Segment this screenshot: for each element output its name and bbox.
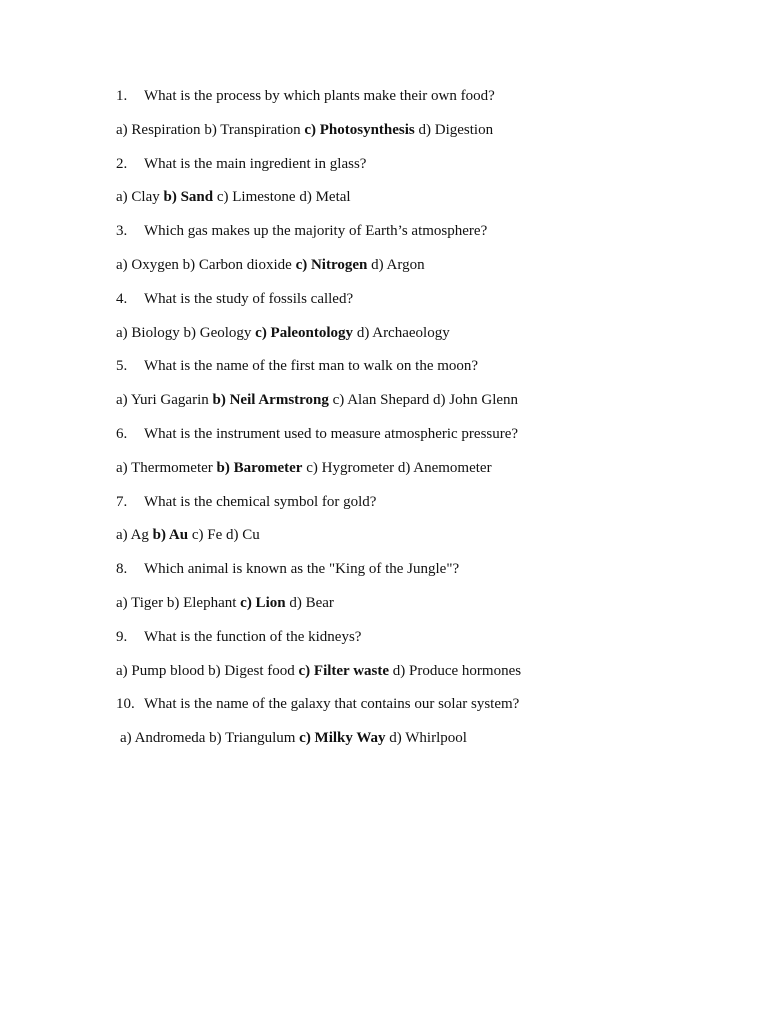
correct-answer-option: b) Neil Armstrong [212, 392, 329, 409]
correct-answer-option: c) Filter waste [298, 662, 390, 679]
answer-option: b) Carbon dioxide [182, 256, 292, 273]
question-text: What is the study of fossils called? [144, 290, 354, 307]
question-text: What is the chemical symbol for gold? [144, 493, 377, 510]
question-number: 5. [116, 358, 128, 375]
question-line [116, 221, 676, 255]
question-line [116, 627, 676, 661]
answer-option: d) Argon [371, 256, 425, 273]
answer-option: d) Archaeology [356, 324, 450, 341]
answer-options-line [116, 593, 676, 627]
answer-option: a) Tiger [116, 594, 164, 611]
question-text: Which animal is known as the "King of the Jungle"? [144, 561, 460, 578]
answer-option: a) Pump blood [116, 662, 205, 679]
correct-answer-option: c) Milky Way [299, 730, 386, 747]
answer-options-line [116, 255, 676, 289]
question-line [116, 86, 676, 120]
question-number: 4. [116, 290, 128, 307]
question-text: What is the name of the galaxy that contains our solar system? [144, 696, 520, 713]
answer-option: b) Elephant [166, 594, 237, 611]
question-number: 3. [116, 223, 128, 240]
question-number: 8. [116, 561, 128, 578]
answer-options-line [116, 390, 676, 424]
answer-options-line [116, 458, 676, 492]
answer-option: b) Transpiration [204, 121, 301, 138]
answer-option: a) Oxygen [116, 256, 179, 273]
question-number: 10. [116, 696, 135, 713]
answer-option: d) Bear [289, 594, 334, 611]
question-text: What is the main ingredient in glass? [144, 155, 367, 172]
correct-answer-option: b) Sand [163, 189, 214, 206]
answer-option: a) Biology [116, 324, 180, 341]
question-text: What is the process by which plants make their own food? [144, 88, 495, 104]
correct-answer-option: c) Paleontology [255, 324, 354, 341]
answer-option: b) Geology [183, 324, 252, 341]
answer-option: a) Andromeda [120, 730, 206, 747]
question-number: 2. [116, 155, 128, 172]
answer-option: d) Metal [299, 189, 351, 206]
question-text: Which gas makes up the majority of Earth’s atmosphere? [144, 223, 488, 240]
answer-option: d) Anemometer [397, 459, 492, 476]
answer-option: c) Fe [191, 527, 223, 544]
question-number: 9. [116, 628, 128, 645]
question-line [116, 289, 676, 323]
question-number: 1. [116, 88, 128, 104]
answer-option: c) Alan Shepard [332, 392, 430, 409]
correct-answer-option: b) Barometer [216, 459, 303, 476]
question-text: What is the name of the first man to walk on the moon? [144, 358, 479, 375]
answer-option: d) Cu [226, 527, 260, 544]
question-line [116, 492, 676, 526]
question-number: 7. [116, 493, 128, 510]
answer-option: c) Limestone [216, 189, 296, 206]
answer-option: b) Digest food [208, 662, 295, 679]
answer-option: d) Produce hormones [392, 662, 522, 679]
correct-answer-option: c) Nitrogen [295, 256, 368, 273]
answer-option: a) Clay [116, 189, 160, 206]
answer-options-line [116, 661, 676, 695]
answer-options-line [116, 728, 676, 762]
answer-option: a) Respiration [116, 121, 201, 138]
quiz-list [116, 86, 676, 762]
answer-option: a) Ag [116, 527, 149, 544]
answer-option: d) John Glenn [433, 392, 519, 409]
answer-options-line [116, 525, 676, 559]
question-line [116, 694, 676, 728]
correct-answer-option: c) Photosynthesis [304, 121, 415, 138]
answer-option: c) Hygrometer [306, 459, 395, 476]
question-line [116, 356, 676, 390]
answer-options-line [116, 120, 676, 154]
correct-answer-option: c) Lion [240, 594, 286, 611]
answer-option: a) Yuri Gagarin [116, 392, 209, 409]
answer-option: d) Digestion [418, 121, 494, 138]
question-line [116, 559, 676, 593]
answer-options-line [116, 323, 676, 357]
answer-options-line [116, 187, 676, 221]
answer-option: d) Whirlpool [389, 730, 467, 747]
answer-option: a) Thermometer [116, 459, 213, 476]
answer-option: b) Triangulum [209, 730, 296, 747]
correct-answer-option: b) Au [152, 527, 189, 544]
question-line [116, 424, 676, 458]
question-line [116, 154, 676, 188]
question-text: What is the function of the kidneys? [144, 628, 362, 645]
question-text: What is the instrument used to measure atmospheric pressure? [144, 425, 519, 442]
question-number: 6. [116, 425, 128, 442]
